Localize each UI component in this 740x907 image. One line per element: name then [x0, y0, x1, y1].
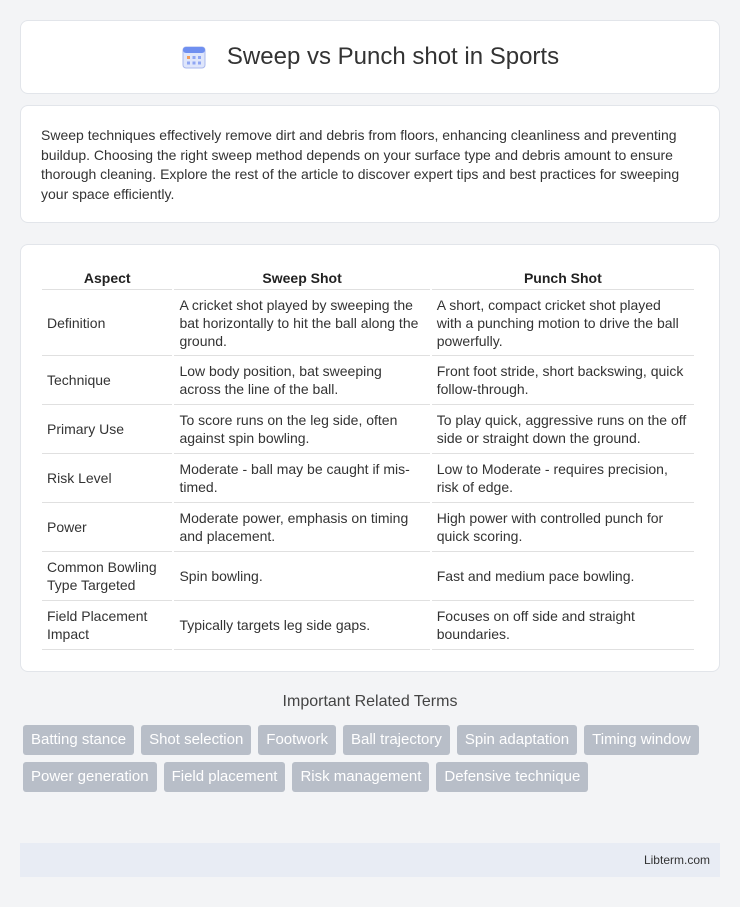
cell-sweep: Spin bowling. [174, 552, 429, 601]
cell-aspect: Field Placement Impact [42, 601, 172, 650]
cell-punch: A short, compact cricket shot played with a punching motion to drive the ball powerfully. [432, 290, 694, 356]
footer-brand-link[interactable]: Libterm.com [643, 853, 710, 867]
table-header-row [42, 267, 694, 290]
tag-defensive-technique[interactable]: Defensive technique [436, 762, 588, 792]
cell-sweep: Typically targets leg side gaps. [174, 601, 429, 650]
page-title: Sweep vs Punch shot in Sports [226, 43, 560, 70]
intro-text: Sweep techniques effectively remove dirt and debris from floors, enhancing cleanliness and preventing buildup. Choosing the right sweep method depends on your surface type and debris amount to ensure thorough cleaning. Explore the rest of the article to discover expert tips and best practices for sweeping your space efficiently. [41, 127, 680, 202]
tag-shot-selection[interactable]: Shot selection [141, 725, 251, 755]
cell-aspect: Primary Use [42, 405, 172, 454]
table-row [42, 503, 694, 552]
cell-sweep: A cricket shot played by sweeping the bat horizontally to hit the ball along the ground. [174, 290, 429, 356]
tag-power-generation[interactable]: Power generation [23, 762, 157, 792]
table-row [42, 405, 694, 454]
cell-sweep: Low body position, bat sweeping across the line of the ball. [174, 356, 429, 405]
header-card [20, 20, 720, 94]
header-punch-shot: Punch Shot [432, 267, 694, 290]
header-aspect: Aspect [42, 267, 172, 290]
cell-punch: To play quick, aggressive runs on the off side or straight down the ground. [432, 405, 694, 454]
cell-sweep: To score runs on the leg side, often against spin bowling. [174, 405, 429, 454]
footer [20, 843, 720, 877]
related-terms-tags [23, 725, 723, 792]
tag-batting-stance[interactable]: Batting stance [23, 725, 134, 755]
cell-aspect: Common Bowling Type Targeted [42, 552, 172, 601]
cell-aspect: Power [42, 503, 172, 552]
calendar-grid-icon [181, 44, 207, 70]
table-row [42, 356, 694, 405]
cell-punch: Fast and medium pace bowling. [432, 552, 694, 601]
intro-card [20, 105, 720, 223]
tag-spin-adaptation[interactable]: Spin adaptation [457, 725, 577, 755]
cell-punch: Low to Moderate - requires precision, risk of edge. [432, 454, 694, 503]
comparison-card [20, 244, 720, 672]
cell-punch: Focuses on off side and straight boundaries. [432, 601, 694, 650]
cell-aspect: Technique [42, 356, 172, 405]
cell-aspect: Risk Level [42, 454, 172, 503]
tag-field-placement[interactable]: Field placement [164, 762, 286, 792]
tag-ball-trajectory[interactable]: Ball trajectory [343, 725, 450, 755]
cell-sweep: Moderate power, emphasis on timing and placement. [174, 503, 429, 552]
cell-sweep: Moderate - ball may be caught if mis-timed. [174, 454, 429, 503]
comparison-table [40, 267, 696, 650]
tag-footwork[interactable]: Footwork [258, 725, 336, 755]
table-row [42, 290, 694, 356]
table-row [42, 552, 694, 601]
table-row [42, 601, 694, 650]
related-terms-title: Important Related Terms [282, 693, 458, 710]
cell-punch: High power with controlled punch for quick scoring. [432, 503, 694, 552]
table-row [42, 454, 694, 503]
cell-punch: Front foot stride, short backswing, quick follow-through. [432, 356, 694, 405]
cell-aspect: Definition [42, 290, 172, 356]
header-sweep-shot: Sweep Shot [174, 267, 429, 290]
tag-risk-management[interactable]: Risk management [292, 762, 429, 792]
tag-timing-window[interactable]: Timing window [584, 725, 699, 755]
